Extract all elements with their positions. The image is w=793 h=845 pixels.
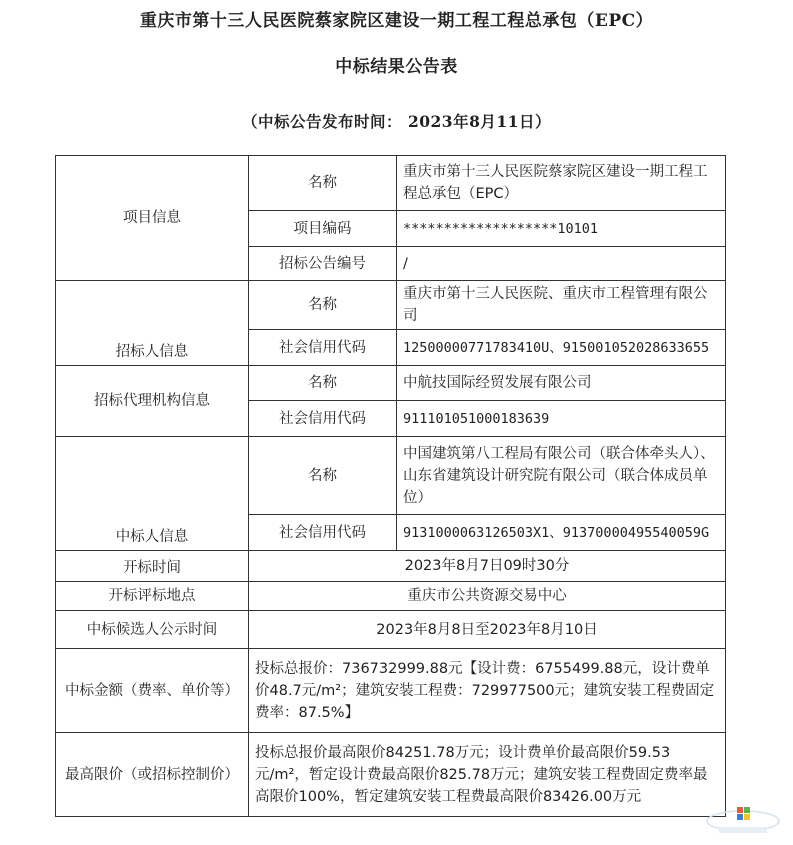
- table-row: [56, 437, 726, 515]
- table-row: [56, 611, 726, 649]
- amount-label: 中标金额（费率、单价等）: [56, 649, 249, 733]
- project-name-label: 名称: [249, 156, 397, 211]
- open-time-label: 开标时间: [56, 551, 249, 582]
- table-row: [56, 281, 726, 330]
- tenderer-credit-label: 社会信用代码: [249, 330, 397, 366]
- winner-credit-label: 社会信用代码: [249, 515, 397, 551]
- table-row: [56, 156, 726, 211]
- project-section-label: 项目信息: [56, 156, 249, 281]
- document-title: 重庆市第十三人民医院蔡家院区建设一期工程工程总承包（EPC）: [139, 11, 654, 31]
- winner-name-label: 名称: [249, 437, 397, 515]
- site-logo-icon: [703, 803, 783, 839]
- agency-section-label: 招标代理机构信息: [56, 366, 249, 437]
- table-row: [56, 582, 726, 611]
- tenderer-name-value: 重庆市第十三人民医院、重庆市工程管理有限公司: [397, 281, 726, 330]
- max-limit-value: 投标总报价最高限价84251.78万元；设计费单价最高限价59.53元/m²，暂定设计费最高限价825.78万元；建筑安装工程费固定费率最高限价100%，暂定建筑安装工程费最高限价83426.00万元: [249, 733, 726, 817]
- agency-credit-label: 社会信用代码: [249, 401, 397, 437]
- winner-name-value: 中国建筑第八工程局有限公司（联合体牵头人）、山东省建筑设计研究院有限公司（联合体成员单位）: [397, 437, 726, 515]
- result-table: [55, 155, 726, 817]
- project-code-value: *******************10101: [397, 211, 726, 247]
- amount-value: 投标总报价：736732999.88元【设计费：6755499.88元，设计费单价48.7元/m²；建筑安装工程费：729977500元；建筑安装工程费固定费率：87.5%】: [249, 649, 726, 733]
- agency-name-value: 中航技国际经贸发展有限公司: [397, 366, 726, 401]
- table-row: [56, 733, 726, 817]
- agency-name-label: 名称: [249, 366, 397, 401]
- tenderer-name-label: 名称: [249, 281, 397, 330]
- publicity-value: 2023年8月8日至2023年8月10日: [249, 611, 726, 649]
- project-name-value: 重庆市第十三人民医院蔡家院区建设一期工程工程总承包（EPC）: [397, 156, 726, 211]
- tenderer-credit-value: 12500000771783410U、915001052028633655: [397, 330, 726, 366]
- tenderer-section-label: 招标人信息: [56, 281, 249, 366]
- open-place-value: 重庆市公共资源交易中心: [249, 582, 726, 611]
- open-place-label: 开标评标地点: [56, 582, 249, 611]
- table-row: [56, 551, 726, 582]
- project-code-label: 项目编码: [249, 211, 397, 247]
- agency-credit-value: 911101051000183639: [397, 401, 726, 437]
- winner-credit-value: 9131000063126503X1、91370000495540059G: [397, 515, 726, 551]
- document-subtitle: 中标结果公告表: [335, 57, 458, 77]
- table-row: [56, 649, 726, 733]
- publicity-label: 中标候选人公示时间: [56, 611, 249, 649]
- max-limit-label: 最高限价（或招标控制价）: [56, 733, 249, 817]
- winner-section-label: 中标人信息: [56, 437, 249, 551]
- open-time-value: 2023年8月7日09时30分: [249, 551, 726, 582]
- notice-number-label: 招标公告编号: [249, 247, 397, 281]
- notice-number-value: /: [397, 247, 726, 281]
- table-row: [56, 366, 726, 401]
- publish-date-line: （中标公告发布时间： 2023年8月11日）: [242, 112, 551, 131]
